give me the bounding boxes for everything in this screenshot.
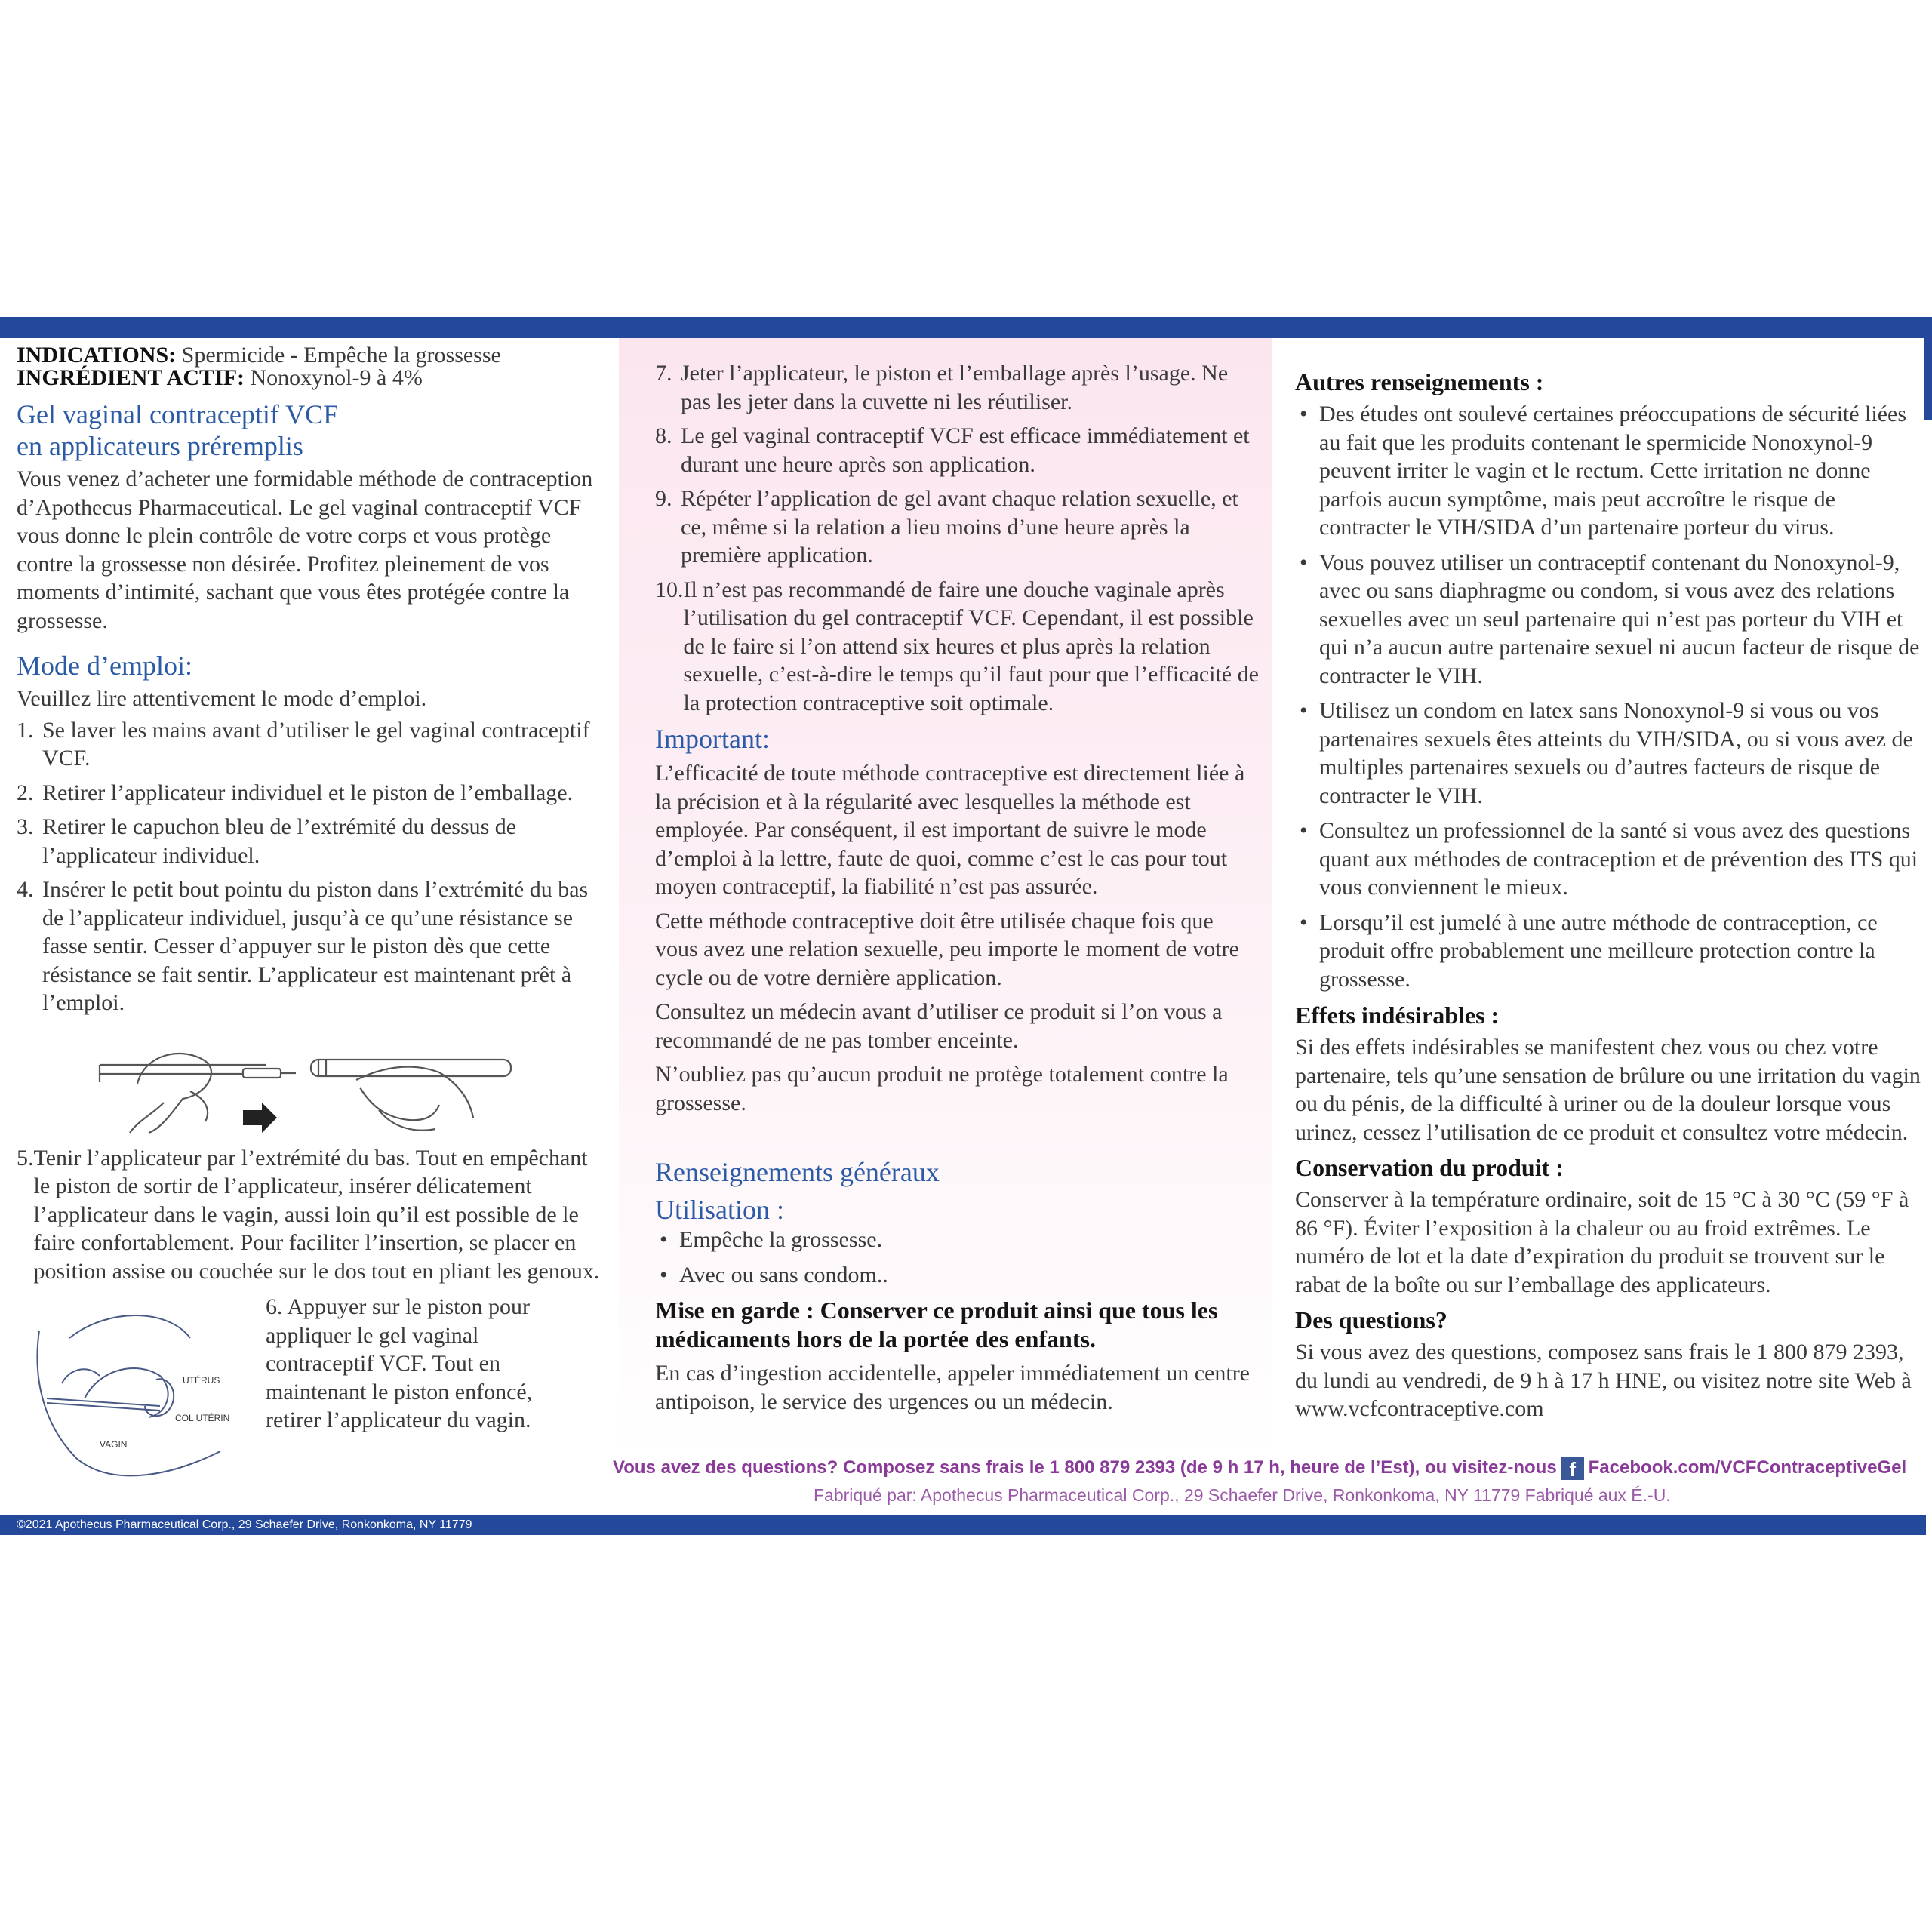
use-heading: Utilisation : [655,1195,784,1225]
ingredient-label: INGRÉDIENT ACTIF: [17,365,245,390]
other-list [1295,400,1921,993]
side-effects-text: Si des effets indésirables se manifestent chez vous ou chez votre partenaire, tels qu’une sensation de brûlure ou une irritation du vagin ou du pénis, de la difficulté à uriner ou de la douleur lorsque vous urinez, cessez l’utilisation de ce produit et consultez votre médecin. [1295,1035,1921,1145]
storage-text: Conserver à la température ordinaire, soit de 15 °C à 30 °C (59 °F à 86 °F). Éviter l’exposition à la chaleur ou au froid extrêmes. Le numéro de lot et la date d’expiration du produit se trouvent sur le rabat de la boîte ou sur l’emballage des applicateurs. [1295,1187,1909,1297]
important-p3: Consultez un médecin avant d’utiliser ce produit si l’on vous a recommandé de ne pas tomber enceinte. [655,999,1223,1053]
anatomy-label-cervix: COL UTÉRIN [175,1413,230,1423]
step-item: 7. Jeter l’applicateur, le piston et l’emballage après l’usage. Ne pas les jeter dans la cuvette ni les réutiliser. [655,361,1229,414]
facebook-link[interactable]: Facebook.com/VCFContraceptiveGel [1588,1457,1907,1478]
list-item: • Utilisez un condom en latex sans Nonoxynol-9 si vous ou vos partenaires sexuels êtes atteints du VIH/SIDA, ou si vous avez de multiples partenaires sexuels ou d’autres facteurs de risque de contracter le VIH. [1300,698,1913,808]
step-item: 4. Insérer le petit bout pointu du piston dans l’extrémité du bas de l’applicateur individuel, jusqu’à ce qu’une résistance se fasse sentir. Cesser d’appuyer sur le piston dès que cette résistance se fait sentir. L’applicateur est maintenant prêt à l’emploi. [17,877,589,1015]
intro-text: Vous venez d’acheter une formidable méthode de contraception d’Apothecus Pharmaceutical. Le gel vaginal contraceptif VCF vous donne le plein contrôle de votre corps et vous protège contre la grossesse non désirée. Profitez pleinement de vos moments d’intimité, sachant que vous êtes protégée contre la grossesse. [17,466,593,633]
product-title-line1: Gel vaginal contraceptif VCF [17,399,339,429]
leaflet [0,317,1932,1540]
steps-list-a [17,716,605,1017]
ingestion-text: En cas d’ingestion accidentelle, appeler immédiatement un centre antipoison, le service des urgences ou un médecin. [655,1361,1250,1414]
step-6-text: 6. Appuyer sur le piston pour appliquer le gel vaginal contraceptif VCF. Tout en maintenant le piston enfoncé, retirer l’applicateur du vagin. [266,1294,533,1432]
anatomy-label-uterus: UTÉRUS [183,1375,220,1386]
product-title-line2: en applicateurs préremplis [17,431,303,461]
facebook-icon[interactable]: f [1561,1457,1584,1480]
ingredient-line [17,367,605,389]
step-6-row [17,1293,605,1481]
other-heading: Autres renseignements : [1295,368,1544,395]
side-effects-heading: Effets indésirables : [1295,1001,1500,1029]
important-p4: N’oubliez pas qu’aucun produit ne protège totalement contre la grossesse. [655,1062,1229,1115]
step-5 [17,1144,605,1286]
storage-heading: Conservation du produit : [1295,1154,1564,1181]
anatomy-illustration [17,1293,235,1481]
copyright-text: ©2021 Apothecus Pharmaceutical Corp., 29 Schaefer Drive, Ronkonkoma, NY 11779 [17,1518,472,1531]
step-item: 2. Retirer l’applicateur individuel et le piston de l’emballage. [17,780,574,805]
arrow-right-icon [243,1103,277,1133]
indications-value: Spermicide - Empêche la grossesse [181,343,501,368]
indications-label: INDICATIONS: [17,343,177,368]
step-item: 3. Retirer le capuchon bleu de l’extrémité du dessus de l’applicateur individuel. [17,814,517,868]
questions-text: Si vous avez des questions, composez sans frais le 1 800 879 2393, du lundi au vendredi, de 9 h à 17 h HNE, ou visitez notre site Web à www.vcfcontraceptive.com [1295,1340,1912,1421]
footer-contact-line [613,1457,1926,1480]
indications-line [17,344,605,367]
step-item: 5. Tenir l’applicateur par l’extrémité du bas. Tout en empêchant le piston de sortir de l’applicateur, insérer délicatement l’applicateur dans le vagin, aussi loin qu’il est possible de le faire confortablement. Pour faciliter l’insertion, se placer en position assise ou couchée sur le dos tout en pliant les genoux. [17,1145,600,1284]
applicator-illustration [17,1023,605,1137]
top-blue-bar [0,317,1926,338]
mode-lead: Veuillez lire attentivement le mode d’emploi. [17,686,427,711]
list-item: • Consultez un professionnel de la santé si vous avez des questions quant aux méthodes de contraception et de prévention des ITS qui vous conviennent le mieux. [1300,818,1918,900]
mode-heading: Mode d’emploi: [17,651,192,681]
footer-contact-text: Vous avez des questions? Composez sans frais le 1 800 879 2393 (de 9 h 17 h, heure de l’Est), ou visitez-nous [613,1457,1557,1478]
footer-manufacturer: Fabriqué par: Apothecus Pharmaceutical Corp., 29 Schaefer Drive, Ronkonkoma, NY 11779 Fabriqué aux É.-U. [814,1485,1671,1505]
list-item: • Lorsqu’il est jumelé à une autre méthode de contraception, ce produit offre probablement une meilleure protection contre la grossesse. [1300,909,1878,992]
top-blue-bar-edge [1924,317,1932,420]
ingredient-value: Nonoxynol-9 à 4% [250,365,423,390]
list-item: • Des études ont soulevé certaines préoccupations de sécurité liées au fait que les produits contenant le spermicide Nonoxynol-9 peuvent irriter le vagin et le rectum. Cette irritation ne donne parfois aucun symptôme, mais peut accroître le risque de contracter le VIH/SIDA d’un partenaire porteur du virus. [1300,401,1907,540]
list-item: • Empêche la grossesse. [660,1227,883,1252]
bottom-blue-bar [0,1515,1926,1535]
step-item: 1. Se laver les mains avant d’utiliser le gel vaginal contraceptif VCF. [17,717,590,771]
steps-list-b [655,359,1259,717]
questions-heading: Des questions? [1295,1306,1447,1334]
list-item: • Vous pouvez utiliser un contraceptif contenant du Nonoxynol-9, avec ou sans diaphragme ou condom, si vous avez des relations sexuelles avec un seul partenaire qui n’est pas porteur du VIH et qui n’a aucun autre partenaire sexuel ni aucun facteur de risque de contracter le VIH. [1300,549,1920,688]
column-middle [655,338,1259,1416]
important-p1: L’efficacité de toute méthode contraceptive est directement liée à la précision et à la régularité avec lesquelles la méthode est employée. Par conséquent, il est important de suivre le mode d’emploi à la lettre, faute de quoi, comme c’est le cas pour tout moyen contraceptif, la fiabilité n’est pas assurée. [655,761,1245,899]
step-item: 8. Le gel vaginal contraceptif VCF est efficace immédiatement et durant une heure après son application. [655,423,1250,477]
list-item: • Avec ou sans condom.. [660,1262,888,1287]
step-item: 10. Il n’est pas recommandé de faire une douche vaginale après l’utilisation du gel contraceptif VCF. Cependant, il est possible de le faire si l’on attend six heures et plus après la relation sexuelle, c’est-à-dire le temps qu’il faut pour que l’efficacité de la protection contraceptive soit optimale. [655,577,1259,715]
important-heading: Important: [655,724,770,754]
anatomy-label-vagin: VAGIN [100,1439,128,1450]
general-heading: Renseignements généraux [655,1157,940,1187]
important-p2: Cette méthode contraceptive doit être utilisée chaque fois que vous avez une relation sexuelle, peu importe le moment de votre cycle ou de votre dernière application. [655,908,1239,990]
column-left [17,338,605,1481]
uses-list [655,1226,1259,1289]
warning-text: Mise en garde : Conserver ce produit ainsi que tous les médicaments hors de la portée des enfants. [655,1297,1218,1352]
step-item: 9. Répéter l’application de gel avant chaque relation sexuelle, et ce, même si la relation a lieu moins d’une heure après la première application. [655,486,1238,568]
column-right [1295,338,1921,1423]
